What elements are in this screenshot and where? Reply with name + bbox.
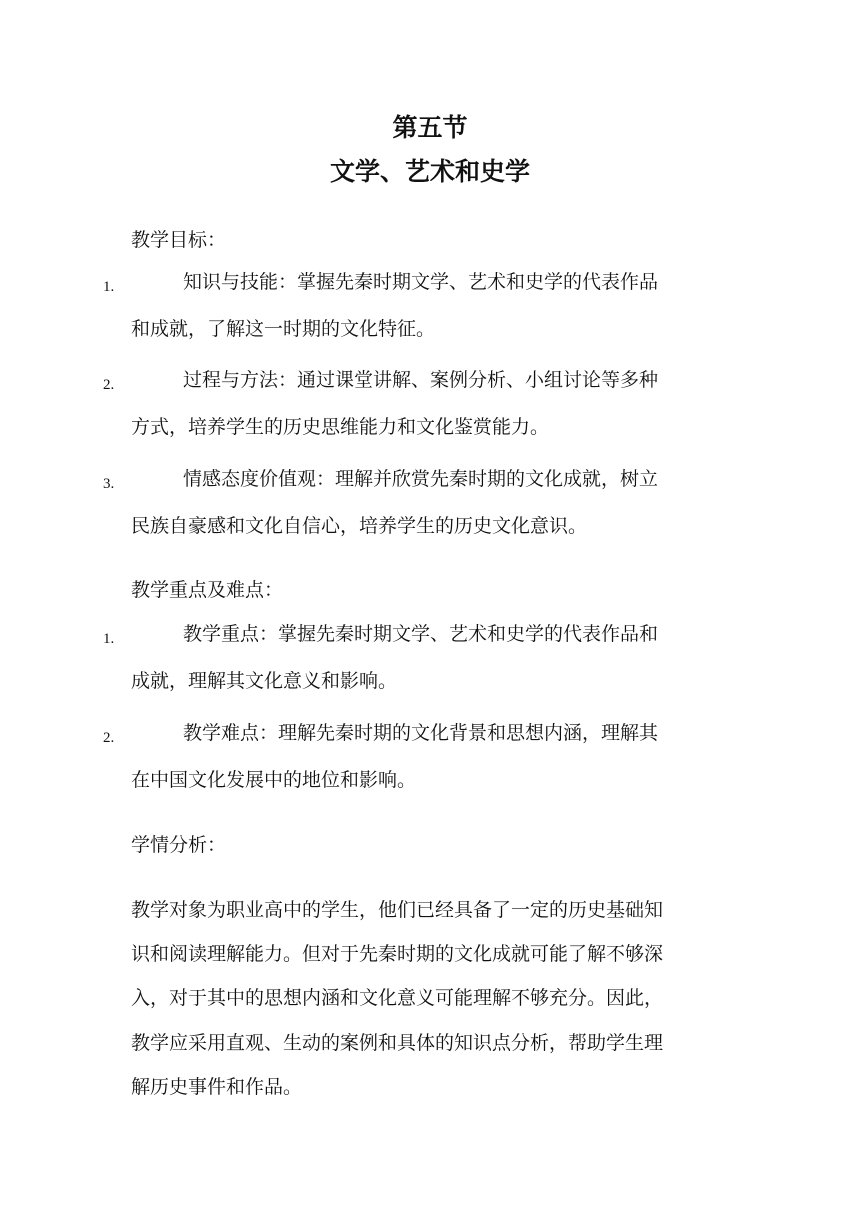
key-point-line: 教学难点：理解先秦时期的文化背景和思想内涵，理解其 bbox=[183, 722, 659, 744]
key-point-line: 在中国文化发展中的地位和影响。 bbox=[131, 769, 417, 791]
objective-line: 过程与方法：通过课堂讲解、案例分析、小组讨论等多种 bbox=[183, 369, 659, 391]
section-number-title: 第五节 bbox=[392, 113, 468, 142]
objective-line: 知识与技能：掌握先秦时期文学、艺术和史学的代表作品 bbox=[183, 271, 659, 293]
key-points-heading: 教学重点及难点： bbox=[131, 579, 284, 601]
analysis-line: 识和阅读理解能力。但对于先秦时期的文化成就可能了解不够深 bbox=[131, 943, 664, 965]
list-number: 2. bbox=[103, 730, 115, 746]
key-point-line: 成就，理解其文化意义和影响。 bbox=[131, 670, 398, 692]
list-number: 2. bbox=[103, 377, 115, 393]
analysis-line: 教学对象为职业高中的学生，他们已经具备了一定的历史基础知 bbox=[131, 899, 664, 921]
objectives-heading: 教学目标： bbox=[131, 229, 227, 251]
analysis-line: 入，对于其中的思想内涵和文化意义可能理解不够充分。因此， bbox=[131, 987, 664, 1009]
analysis-line: 教学应采用直观、生动的案例和具体的知识点分析，帮助学生理 bbox=[131, 1032, 664, 1054]
key-point-line: 教学重点：掌握先秦时期文学、艺术和史学的代表作品和 bbox=[183, 623, 659, 645]
list-number: 1. bbox=[103, 631, 115, 647]
list-number: 3. bbox=[103, 476, 115, 492]
analysis-line: 解历史事件和作品。 bbox=[131, 1076, 303, 1098]
objective-line: 民族自豪感和文化自信心，培养学生的历史文化意识。 bbox=[131, 515, 588, 537]
section-title: 文学、艺术和史学 bbox=[329, 157, 530, 186]
objective-line: 方式，培养学生的历史思维能力和文化鉴赏能力。 bbox=[131, 416, 550, 438]
objective-line: 和成就，了解这一时期的文化特征。 bbox=[131, 318, 436, 340]
list-number: 1. bbox=[103, 279, 115, 295]
objective-line: 情感态度价值观：理解并欣赏先秦时期的文化成就，树立 bbox=[183, 468, 659, 490]
analysis-heading: 学情分析： bbox=[131, 834, 227, 856]
